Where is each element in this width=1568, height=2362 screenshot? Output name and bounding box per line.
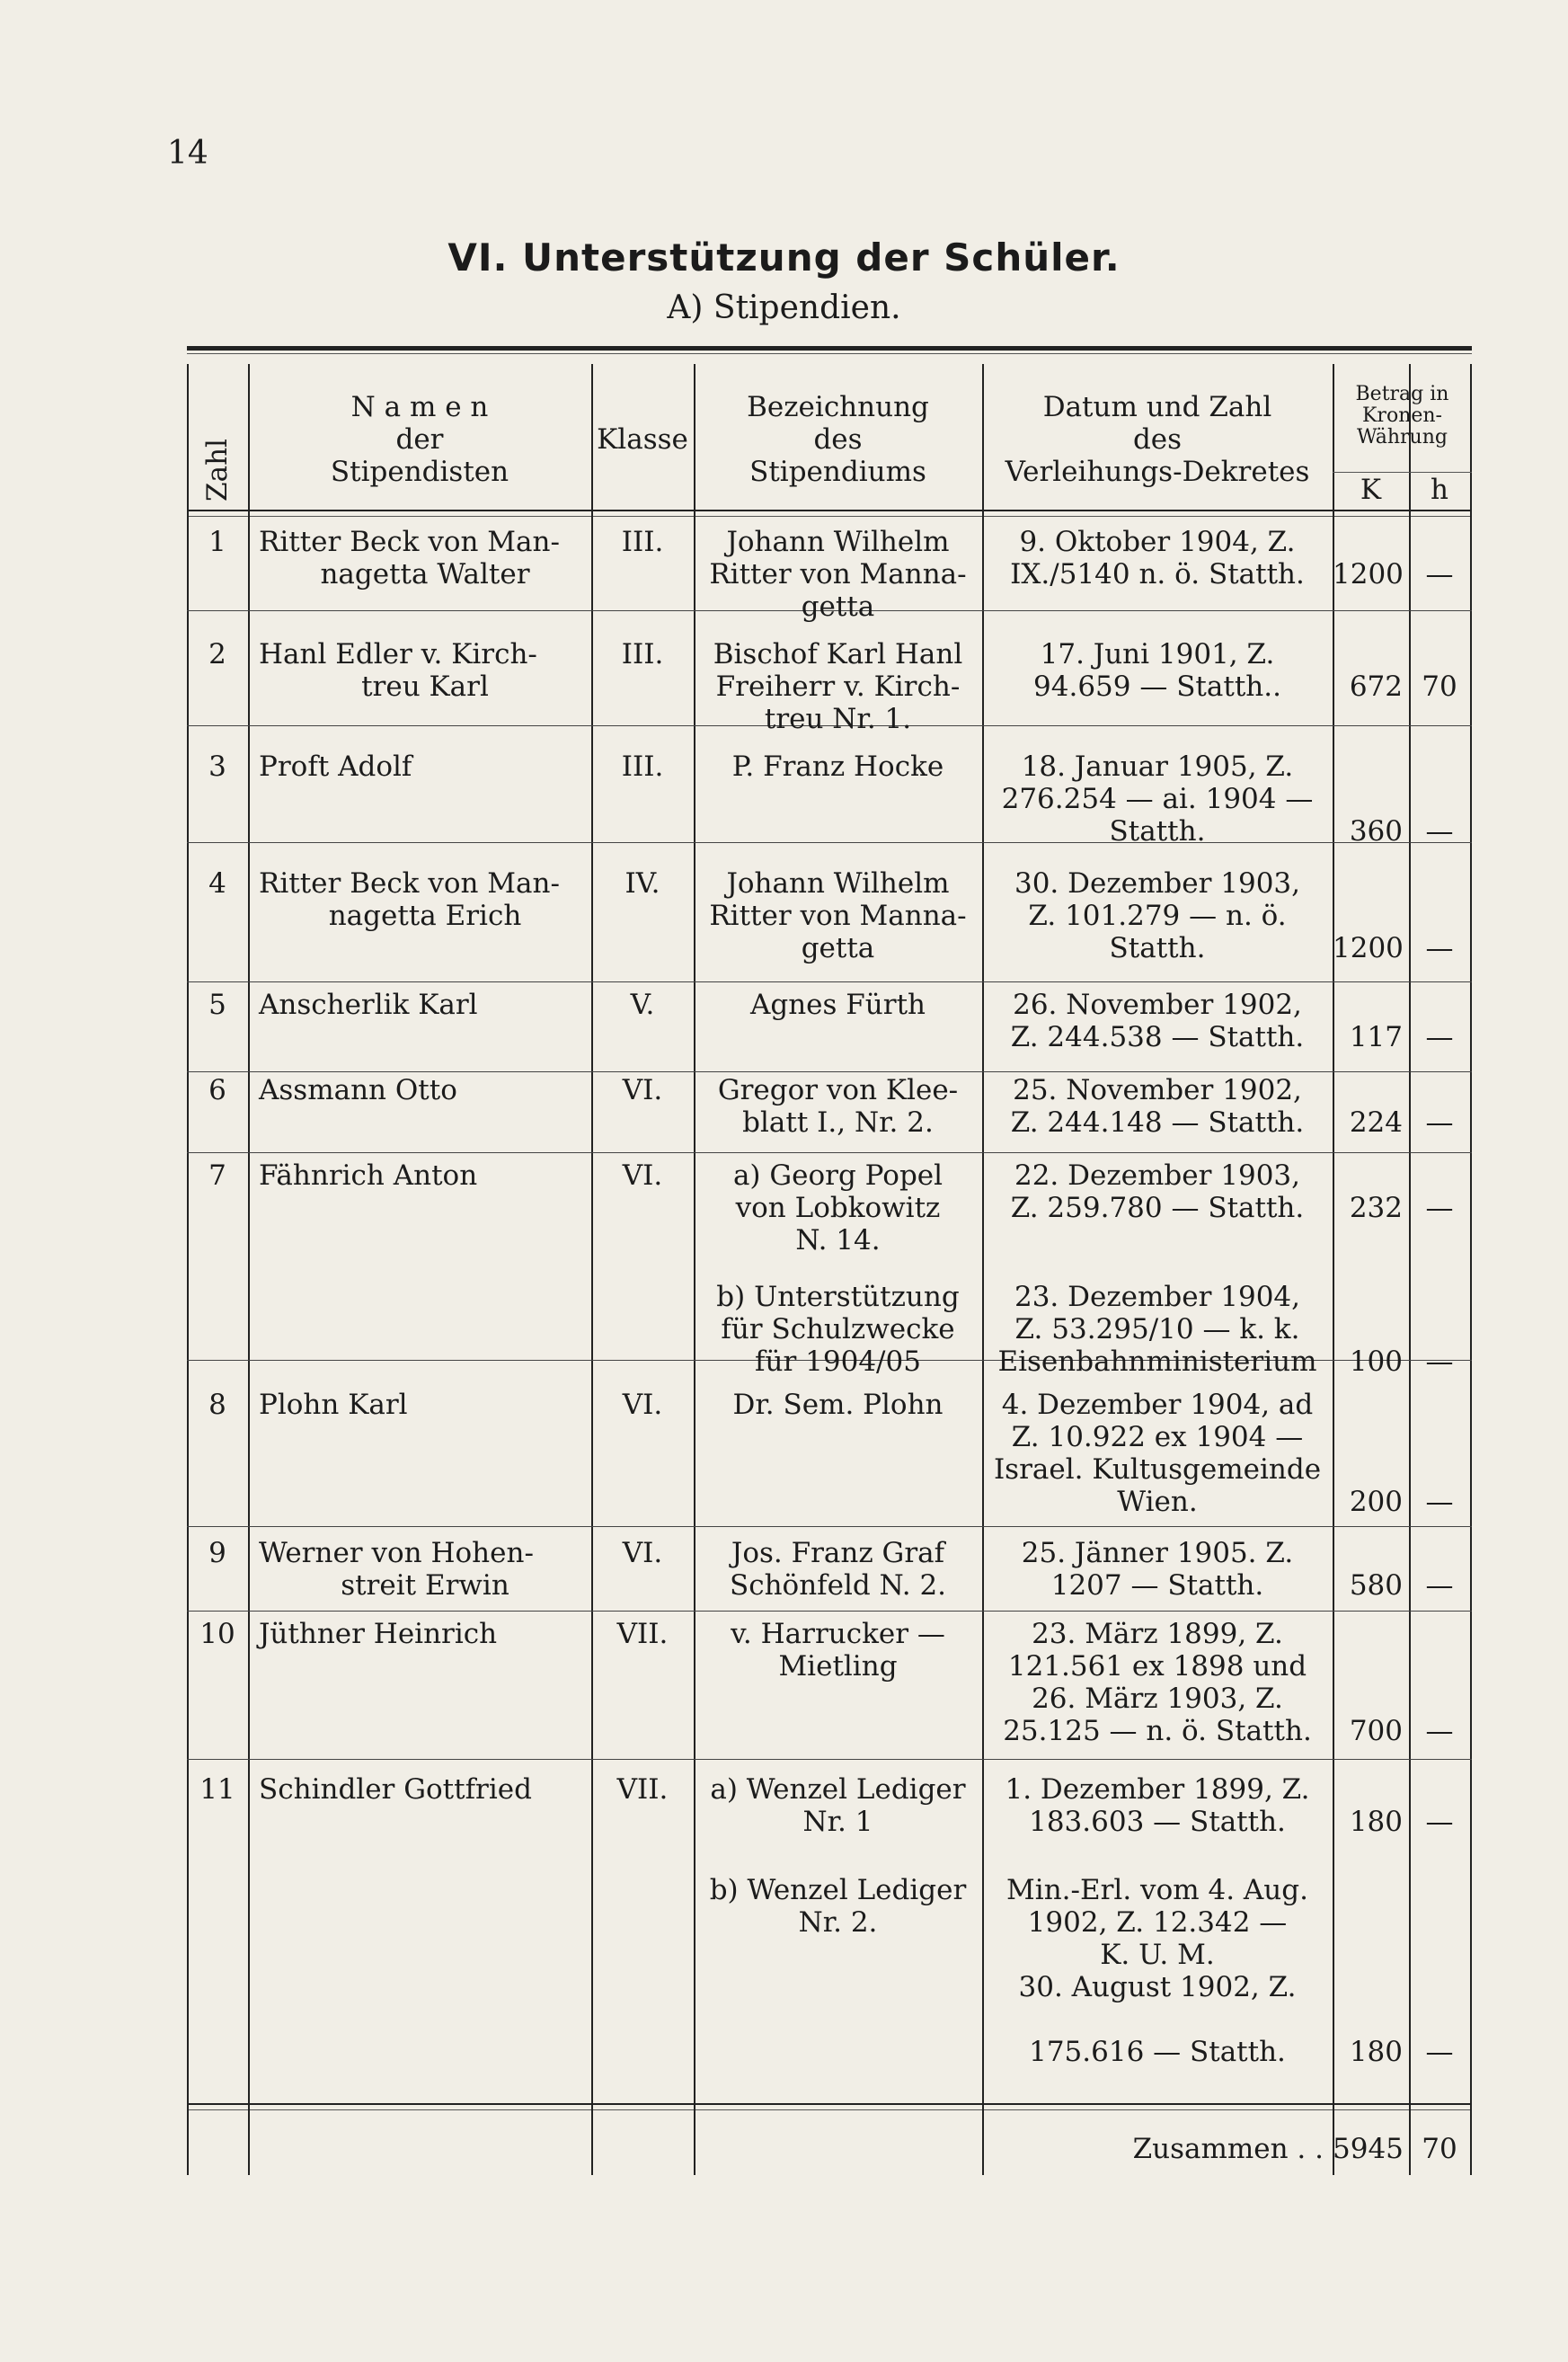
amount-k: 224 [1349, 1106, 1403, 1139]
table-bottom-rule [187, 2103, 1472, 2105]
stipendist-name: Plohn Karl [259, 1389, 408, 1421]
stipendium-name: getta [801, 932, 875, 964]
header-datum-3: Verleihungs-Dekretes [1005, 456, 1310, 488]
stipendium-name: b) Unterstützung [716, 1281, 960, 1313]
verleihung-dekret: 23. Dezember 1904, [1014, 1281, 1301, 1313]
stipendium-name: Nr. 1 [802, 1806, 873, 1838]
row-number: 10 [199, 1618, 235, 1650]
amount-k: 1200 [1333, 932, 1404, 964]
amount-h: — [1425, 1715, 1454, 1747]
total-k: 5945 [1333, 2133, 1404, 2165]
stipendium-name: b) Wenzel Lediger [709, 1874, 967, 1906]
verleihung-dekret: Z. 10.922 ex 1904 — [1011, 1421, 1304, 1453]
row-number: 9 [208, 1537, 226, 1569]
row-separator [187, 1611, 1472, 1612]
stipendium-name: Jos. Franz Graf [731, 1537, 945, 1569]
row-number: 2 [208, 638, 226, 670]
stipendist-name: Anscherlik Karl [259, 989, 478, 1021]
amount-h: — [1425, 2036, 1454, 2068]
verleihung-dekret: 9. Oktober 1904, Z. [1019, 526, 1296, 558]
verleihung-dekret: K. U. M. [1100, 1939, 1215, 1971]
verleihung-dekret: Min.-Erl. vom 4. Aug. [1006, 1874, 1308, 1906]
row-number: 1 [208, 526, 226, 558]
amount-k: 180 [1349, 2036, 1403, 2068]
verleihung-dekret: 4. Dezember 1904, ad [1001, 1389, 1314, 1421]
header-bez-2: des [813, 423, 863, 456]
stipendist-name: Hanl Edler v. Kirch- [259, 638, 537, 670]
stipendist-name: Proft Adolf [259, 750, 412, 783]
header-klasse: Klasse [597, 423, 688, 456]
amount-k: 117 [1349, 1021, 1403, 1053]
verleihung-dekret: 1. Dezember 1899, Z. [1005, 1773, 1310, 1806]
row-number: 8 [208, 1389, 226, 1421]
verleihung-dekret: 25. Jänner 1905. Z. [1021, 1537, 1294, 1569]
verleihung-dekret: Z. 259.780 — Statth. [1010, 1192, 1305, 1224]
header-zahl: Zahl [201, 439, 234, 502]
stipendium-name: a) Wenzel Lediger [710, 1773, 966, 1806]
verleihung-dekret: 26. März 1903, Z. [1032, 1683, 1283, 1715]
header-betrag-2: Kronen- [1362, 404, 1442, 427]
col-line [1409, 364, 1411, 2175]
verleihung-dekret: 1207 — Statth. [1050, 1569, 1264, 1602]
stipendist-name: Jüthner Heinrich [259, 1618, 498, 1650]
stipendium-name: Gregor von Klee- [717, 1074, 959, 1106]
row-klasse: V. [630, 989, 655, 1021]
stipendium-name: v. Harrucker — [731, 1618, 945, 1650]
verleihung-dekret: 22. Dezember 1903, [1014, 1159, 1301, 1192]
page-number: 14 [167, 135, 208, 172]
header-datum-2: des [1132, 423, 1183, 456]
stipendist-name: Assmann Otto [259, 1074, 457, 1106]
stipendium-name: N. 14. [795, 1224, 881, 1256]
total-h: 70 [1422, 2133, 1457, 2165]
row-klasse: III. [621, 750, 664, 783]
verleihung-dekret: Statth. [1109, 815, 1206, 848]
amount-k: 180 [1349, 1806, 1403, 1838]
stipendium-name: Bischof Karl Hanl [713, 638, 963, 670]
verleihung-dekret: 23. März 1899, Z. [1032, 1618, 1283, 1650]
table-top-rule-2 [187, 353, 1472, 354]
verleihung-dekret: 1902, Z. 12.342 — [1027, 1906, 1288, 1939]
amount-h: — [1425, 815, 1454, 848]
row-klasse: VI. [622, 1389, 663, 1421]
stipendium-name: blatt I., Nr. 2. [742, 1106, 934, 1139]
stipendium-name: Ritter von Manna- [709, 558, 967, 590]
stipendist-name: Ritter Beck von Man- [259, 526, 560, 558]
row-klasse: III. [621, 638, 664, 670]
col-line [1470, 364, 1472, 2175]
stipendium-name: getta [801, 590, 875, 623]
verleihung-dekret: Z. 101.279 — n. ö. [1028, 900, 1287, 932]
verleihung-dekret: Statth. [1109, 932, 1206, 964]
verleihung-dekret: Israel. Kultusgemeinde [993, 1453, 1322, 1486]
verleihung-dekret: 121.561 ex 1898 und [1007, 1650, 1307, 1683]
row-klasse: III. [621, 526, 664, 558]
stipendium-name: Schönfeld N. 2. [729, 1569, 947, 1602]
row-number: 6 [208, 1074, 226, 1106]
verleihung-dekret: IX./5140 n. ö. Statth. [1010, 558, 1305, 590]
stipendium-name: von Lobkowitz [735, 1192, 941, 1224]
amount-h: — [1425, 1486, 1454, 1518]
verleihung-dekret: Eisenbahnministerium [997, 1345, 1317, 1378]
stipendium-name: P. Franz Hocke [731, 750, 944, 783]
verleihung-dekret: 30. Dezember 1903, [1014, 867, 1301, 900]
amount-h: — [1425, 558, 1454, 590]
header-namen-3: Stipendisten [330, 456, 509, 488]
row-number: 4 [208, 867, 226, 900]
stipendist-name: streit Erwin [341, 1569, 509, 1602]
stipendium-name: für 1904/05 [755, 1345, 921, 1378]
stipendium-name: Mietling [778, 1650, 898, 1683]
row-klasse: VI. [622, 1537, 663, 1569]
stipendist-name: Schindler Gottfried [259, 1773, 532, 1806]
header-bez-1: Bezeichnung [747, 391, 929, 423]
stipend-table [187, 346, 1472, 2180]
header-betrag-3: Währung [1357, 426, 1448, 448]
table-top-rule [187, 346, 1472, 351]
amount-k: 1200 [1333, 558, 1404, 590]
row-number: 3 [208, 750, 226, 783]
row-klasse: VI. [622, 1159, 663, 1192]
verleihung-dekret: 94.659 — Statth.. [1033, 670, 1281, 703]
header-bottom-rule [187, 510, 1472, 511]
total-label: Zusammen . . [1132, 2133, 1324, 2165]
stipendium-name: Nr. 2. [798, 1906, 878, 1939]
stipendium-name: treu Nr. 1. [764, 703, 912, 735]
verleihung-dekret: 183.603 — Statth. [1029, 1806, 1286, 1838]
verleihung-dekret: 18. Januar 1905, Z. [1021, 750, 1294, 783]
stipendium-name: a) Georg Popel [732, 1159, 943, 1192]
verleihung-dekret: Z. 244.148 — Statth. [1010, 1106, 1305, 1139]
header-betrag-1: Betrag in [1355, 383, 1449, 405]
row-separator [187, 1759, 1472, 1760]
stipendist-name: Ritter Beck von Man- [259, 867, 560, 900]
stipendium-name: Johann Wilhelm [726, 526, 950, 558]
stipendist-name: treu Karl [361, 670, 489, 703]
stipendist-name: nagetta Walter [320, 558, 530, 590]
amount-h: — [1425, 1106, 1454, 1139]
verleihung-dekret: 26. November 1902, [1013, 989, 1302, 1021]
verleihung-dekret: 175.616 — Statth. [1029, 2036, 1286, 2068]
stipendium-name: für Schulzwecke [721, 1313, 955, 1345]
header-bottom-rule-2 [187, 516, 1472, 517]
header-datum-1: Datum und Zahl [1042, 391, 1272, 423]
header-bez-3: Stipendiums [749, 456, 926, 488]
stipendium-name: Ritter von Manna- [709, 900, 967, 932]
header-namen-2: der [395, 423, 444, 456]
amount-h: — [1425, 1806, 1454, 1838]
subtitle: A) Stipendien. [667, 289, 901, 326]
header-k: K [1360, 474, 1382, 506]
amount-h: — [1425, 932, 1454, 964]
table-bottom-rule-2 [187, 2109, 1472, 2110]
row-number: 5 [208, 989, 226, 1021]
col-line [591, 364, 593, 2175]
verleihung-dekret: 276.254 — ai. 1904 — [1001, 783, 1314, 815]
amount-k: 360 [1349, 815, 1403, 848]
amount-h: — [1425, 1345, 1454, 1378]
stipendist-name: nagetta Erich [328, 900, 522, 932]
stipendium-name: Johann Wilhelm [726, 867, 950, 900]
amount-h: — [1425, 1192, 1454, 1224]
amount-k: 200 [1349, 1486, 1403, 1518]
col-line [187, 364, 189, 2175]
section-title: VI. Unterstützung der Schüler. [447, 235, 1121, 280]
row-separator [187, 1526, 1472, 1527]
row-klasse: IV. [625, 867, 660, 900]
row-number: 7 [208, 1159, 226, 1192]
header-h: h [1431, 474, 1448, 506]
amount-k: 232 [1349, 1192, 1403, 1224]
verleihung-dekret: 30. August 1902, Z. [1018, 1971, 1297, 2003]
betrag-sub-rule [1333, 472, 1472, 473]
amount-k: 672 [1349, 670, 1403, 703]
amount-h: — [1425, 1569, 1454, 1602]
stipendium-name: Freiherr v. Kirch- [715, 670, 961, 703]
stipendist-name: Fähnrich Anton [259, 1159, 478, 1192]
verleihung-dekret: Z. 244.538 — Statth. [1010, 1021, 1305, 1053]
amount-h: 70 [1422, 670, 1457, 703]
verleihung-dekret: 17. Juni 1901, Z. [1040, 638, 1275, 670]
amount-k: 580 [1349, 1569, 1403, 1602]
verleihung-dekret: 25.125 — n. ö. Statth. [1003, 1715, 1312, 1747]
amount-k: 700 [1349, 1715, 1403, 1747]
row-number: 11 [199, 1773, 235, 1806]
verleihung-dekret: 25. November 1902, [1013, 1074, 1302, 1106]
stipendium-name: Agnes Fürth [749, 989, 926, 1021]
verleihung-dekret: Z. 53.295/10 — k. k. [1014, 1313, 1300, 1345]
row-separator [187, 981, 1472, 982]
row-klasse: VII. [616, 1773, 669, 1806]
stipendist-name: Werner von Hohen- [259, 1537, 534, 1569]
row-klasse: VI. [622, 1074, 663, 1106]
stipendium-name: Dr. Sem. Plohn [732, 1389, 943, 1421]
row-separator [187, 1071, 1472, 1072]
header-namen-1: N a m e n [350, 391, 489, 423]
row-separator [187, 1152, 1472, 1153]
col-line [1333, 364, 1334, 2175]
row-klasse: VII. [616, 1618, 669, 1650]
verleihung-dekret: Wien. [1117, 1486, 1198, 1518]
col-line [248, 364, 250, 2175]
amount-k: 100 [1349, 1345, 1403, 1378]
amount-h: — [1425, 1021, 1454, 1053]
